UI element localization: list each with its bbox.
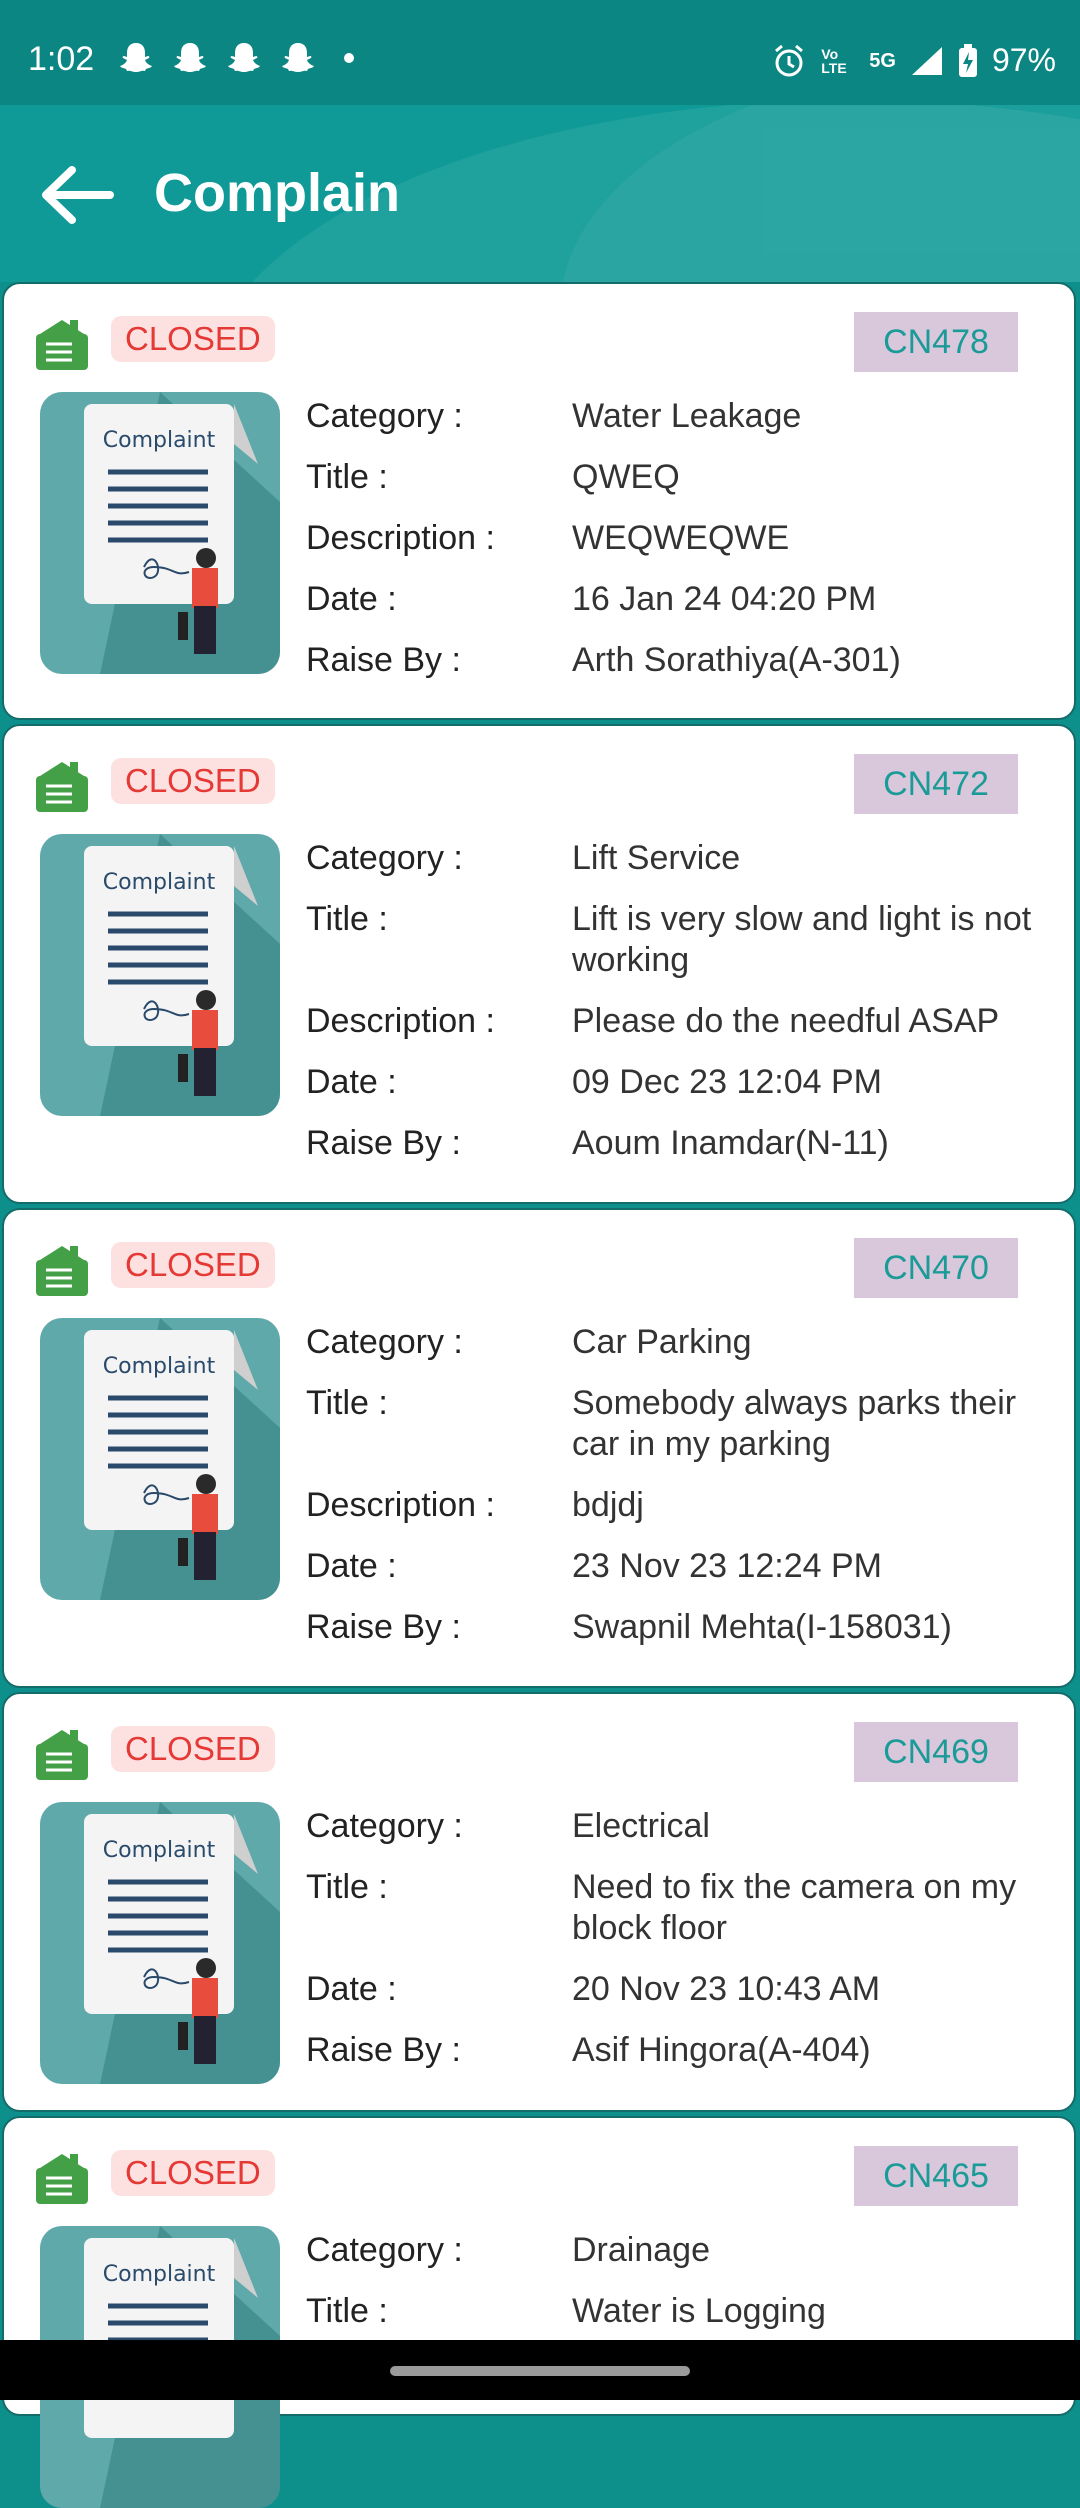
category-label: Category : — [306, 1807, 463, 1845]
date-row — [306, 1969, 1046, 2010]
date-label: Date : — [306, 580, 397, 618]
category-row — [306, 396, 1046, 437]
raised-by-value: Asif Hingora(A-404) — [572, 2031, 871, 2069]
title-row — [306, 2291, 1046, 2332]
raised-by-label: Raise By : — [306, 1124, 461, 1162]
date-label: Date : — [306, 1547, 397, 1585]
category-row — [306, 2230, 1046, 2271]
title-value: Lift is very slow and light is not working — [572, 900, 1032, 979]
title-value: Water is Logging — [572, 2292, 826, 2330]
title-value: Need to fix the camera on my block floor — [572, 1868, 1017, 1947]
status-badge: CLOSED — [111, 1242, 275, 1288]
complaint-thumbnail — [40, 834, 280, 1116]
date-row — [306, 579, 1046, 620]
description-label: Description : — [306, 1002, 495, 1040]
description-value: bdjdj — [572, 1486, 644, 1524]
category-label: Category : — [306, 397, 463, 435]
more-notifications-dot — [344, 53, 354, 63]
title-row — [306, 1867, 1046, 1949]
complaint-category-icon — [32, 314, 92, 372]
snapchat-icon — [172, 40, 208, 76]
alarm-icon — [771, 43, 807, 79]
complaint-id: CN472 — [854, 754, 1018, 814]
status-badge: CLOSED — [111, 2150, 275, 2196]
category-row — [306, 838, 1046, 879]
complaint-category-icon — [32, 2148, 92, 2206]
category-value: Car Parking — [572, 1323, 752, 1361]
complaint-card[interactable] — [2, 1692, 1076, 2112]
raised-by-value: Aoum Inamdar(N-11) — [572, 1124, 889, 1162]
category-value: Drainage — [572, 2231, 710, 2269]
complaint-category-icon — [32, 756, 92, 814]
app-header — [0, 0, 1080, 282]
thumbnail-label: Complaint — [102, 870, 216, 895]
system-icons — [771, 42, 1056, 79]
raised-by-row — [306, 2030, 1046, 2071]
thumbnail-label: Complaint — [102, 1354, 216, 1379]
complaint-id: CN478 — [854, 312, 1018, 372]
description-row — [306, 518, 1046, 559]
title-label: Title : — [306, 1868, 388, 1906]
complaint-category-icon — [32, 1724, 92, 1782]
date-value: 23 Nov 23 12:24 PM — [572, 1547, 882, 1585]
snapchat-icon — [226, 40, 262, 76]
date-value: 16 Jan 24 04:20 PM — [572, 580, 877, 618]
complaint-thumbnail — [40, 1802, 280, 2084]
back-arrow-icon[interactable] — [36, 160, 116, 230]
category-row — [306, 1806, 1046, 1847]
title-label: Title : — [306, 900, 388, 938]
date-row — [306, 1062, 1046, 1103]
raised-by-value: Arth Sorathiya(A-301) — [572, 641, 901, 679]
notification-icons — [118, 40, 354, 76]
page-title: Complain — [154, 163, 401, 223]
title-row — [306, 457, 1046, 498]
thumbnail-label: Complaint — [102, 428, 216, 453]
description-label: Description : — [306, 1486, 495, 1524]
title-value: QWEQ — [572, 458, 680, 496]
description-row — [306, 1485, 1046, 1526]
complaint-card[interactable] — [2, 282, 1076, 720]
raised-by-row — [306, 1123, 1046, 1164]
raised-by-value: Swapnil Mehta(I-158031) — [572, 1608, 952, 1646]
date-value: 20 Nov 23 10:43 AM — [572, 1970, 881, 2008]
raised-by-label: Raise By : — [306, 2031, 461, 2069]
status-bar — [0, 0, 1080, 105]
category-value: Water Leakage — [572, 397, 802, 435]
complaint-thumbnail — [40, 1318, 280, 1600]
status-time: 1:02 — [28, 40, 95, 78]
title-label: Title : — [306, 2292, 388, 2330]
raised-by-row — [306, 640, 1046, 681]
home-gesture-handle[interactable] — [390, 2366, 690, 2376]
raised-by-label: Raise By : — [306, 641, 461, 679]
category-label: Category : — [306, 2231, 463, 2269]
status-badge: CLOSED — [111, 316, 275, 362]
date-label: Date : — [306, 1063, 397, 1101]
description-value: WEQWEQWE — [572, 519, 790, 557]
thumbnail-label: Complaint — [102, 2262, 216, 2287]
title-label: Title : — [306, 458, 388, 496]
volte-indicator: Vo LTE — [821, 45, 847, 76]
description-row — [306, 1001, 1046, 1042]
title-value: Somebody always parks their car in my parking — [572, 1384, 1017, 1463]
title-row — [306, 899, 1046, 981]
complaint-id: CN469 — [854, 1722, 1018, 1782]
raised-by-row — [306, 1607, 1046, 1648]
complaint-category-icon — [32, 1240, 92, 1298]
complaint-id: CN465 — [854, 2146, 1018, 2206]
complaint-thumbnail — [40, 392, 280, 674]
thumbnail-label: Complaint — [102, 1838, 216, 1863]
category-value: Lift Service — [572, 839, 741, 877]
battery-percentage: 97% — [991, 42, 1056, 78]
complaint-card[interactable] — [2, 724, 1076, 1204]
network-type: 5G — [869, 49, 896, 72]
status-badge: CLOSED — [111, 758, 275, 804]
description-value: Please do the needful ASAP — [572, 1002, 1000, 1040]
date-row — [306, 1546, 1046, 1587]
raised-by-label: Raise By : — [306, 1608, 461, 1646]
status-badge: CLOSED — [111, 1726, 275, 1772]
category-row — [306, 1322, 1046, 1363]
complaint-id: CN470 — [854, 1238, 1018, 1298]
category-value: Electrical — [572, 1807, 710, 1845]
date-label: Date : — [306, 1970, 397, 2008]
signal-icon — [910, 45, 944, 77]
category-label: Category : — [306, 1323, 463, 1361]
battery-charging-icon — [958, 44, 978, 78]
complaint-card[interactable] — [2, 1208, 1076, 1688]
snapchat-icon — [280, 40, 316, 76]
title-row — [306, 1383, 1046, 1465]
category-label: Category : — [306, 839, 463, 877]
system-navigation-bar — [0, 2340, 1080, 2400]
toolbar — [0, 120, 1080, 270]
date-value: 09 Dec 23 12:04 PM — [572, 1063, 882, 1101]
snapchat-icon — [118, 40, 154, 76]
title-label: Title : — [306, 1384, 388, 1422]
description-label: Description : — [306, 519, 495, 557]
